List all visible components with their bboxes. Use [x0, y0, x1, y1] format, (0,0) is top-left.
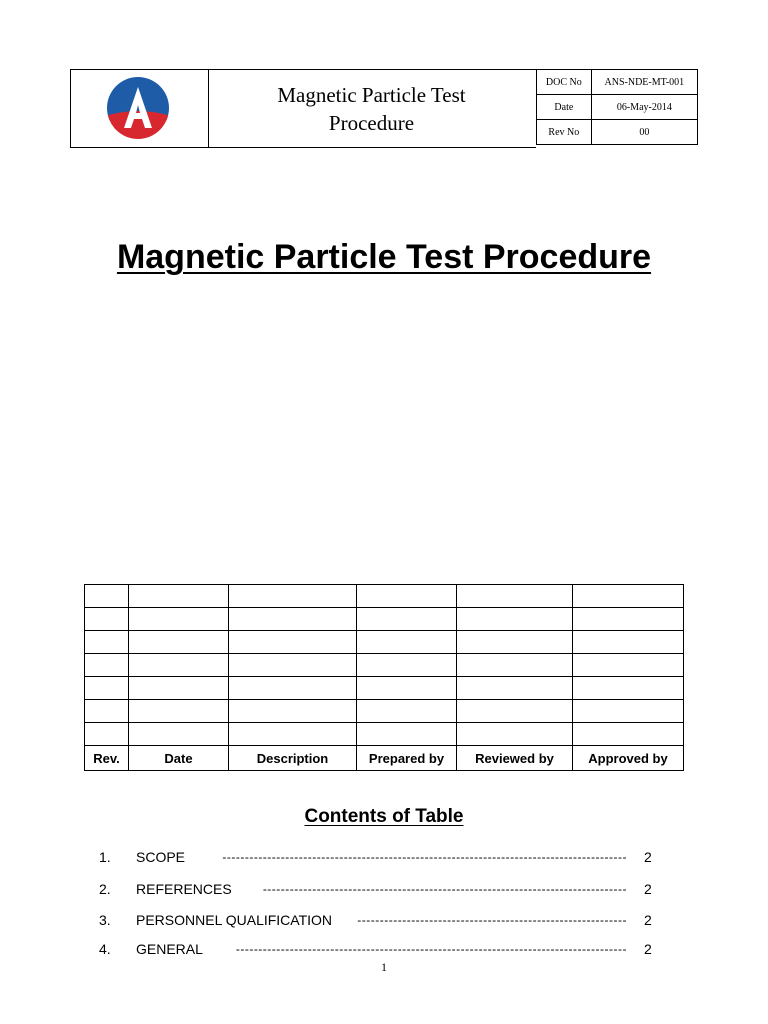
meta-key: Rev No: [537, 120, 592, 145]
toc-page: 2: [644, 849, 652, 865]
revision-header-row: [85, 746, 684, 771]
revision-cell: [129, 677, 229, 700]
meta-value: 00: [591, 120, 697, 145]
toc-leader: ------------------------------------------------------------: [357, 913, 627, 927]
revision-cell: [85, 700, 129, 723]
revision-cell: [229, 585, 357, 608]
header-title-cell: [207, 69, 536, 148]
document-meta-table: [536, 69, 698, 145]
revision-cell: [85, 723, 129, 746]
meta-key: DOC No: [537, 70, 592, 95]
toc-item-general[interactable]: [0, 941, 768, 961]
toc-page: 2: [644, 912, 652, 928]
toc-page: 2: [644, 941, 652, 957]
revision-cell: [357, 677, 457, 700]
revision-cell: [229, 608, 357, 631]
revision-cell: [357, 723, 457, 746]
revision-cell: [457, 585, 573, 608]
revision-row: [85, 700, 684, 723]
revision-cell: [85, 585, 129, 608]
revision-cell: [457, 608, 573, 631]
revision-row: [85, 654, 684, 677]
revision-cell: [85, 677, 129, 700]
revision-cell: [357, 585, 457, 608]
toc-item-personnel-qualification[interactable]: [0, 912, 768, 932]
toc-number: 3.: [99, 912, 111, 928]
revision-cell: [357, 608, 457, 631]
col-date: Date: [129, 746, 229, 771]
revision-cell: [129, 631, 229, 654]
revision-cell: [457, 677, 573, 700]
toc-page: 2: [644, 881, 652, 897]
toc-number: 1.: [99, 849, 111, 865]
contents-title: Contents of Table: [304, 806, 464, 827]
revision-cell: [85, 608, 129, 631]
revision-cell: [573, 723, 684, 746]
col-prepared-by: Prepared by: [357, 746, 457, 771]
revision-cell: [85, 631, 129, 654]
meta-row-rev-no: [537, 120, 698, 145]
revision-row: [85, 677, 684, 700]
toc-leader: ------------------------------------------------------------------------------------------: [222, 850, 627, 864]
revision-cell: [457, 631, 573, 654]
revision-cell: [129, 723, 229, 746]
revision-row: [85, 723, 684, 746]
col-reviewed-by: Reviewed by: [457, 746, 573, 771]
header-title: Magnetic Particle Test Procedure: [277, 82, 466, 135]
revision-cell: [457, 700, 573, 723]
revision-cell: [85, 654, 129, 677]
toc-label: REFERENCES: [136, 881, 232, 897]
document-title: Magnetic Particle Test Procedure: [116, 238, 652, 276]
revision-row: [85, 585, 684, 608]
meta-row-date: [537, 95, 698, 120]
revision-cell: [229, 654, 357, 677]
revision-cell: [457, 723, 573, 746]
company-logo-cell: [70, 69, 209, 148]
col-approved-by: Approved by: [573, 746, 684, 771]
revision-table: [84, 584, 684, 771]
col-description: Description: [229, 746, 357, 771]
toc-leader: ---------------------------------------------------------------------------------: [262, 882, 627, 896]
revision-cell: [457, 654, 573, 677]
company-logo: [105, 76, 171, 140]
revision-cell: [573, 631, 684, 654]
revision-cell: [229, 677, 357, 700]
toc-label: SCOPE: [136, 849, 186, 865]
revision-cell: [129, 608, 229, 631]
revision-cell: [573, 677, 684, 700]
toc-number: 2.: [99, 881, 111, 897]
col-rev: Rev.: [85, 746, 129, 771]
revision-cell: [229, 723, 357, 746]
page-number: 1: [381, 960, 387, 974]
toc-label: GENERAL: [136, 941, 203, 957]
revision-cell: [573, 654, 684, 677]
revision-cell: [357, 700, 457, 723]
toc-leader: ---------------------------------------------------------------------------------------: [235, 942, 627, 956]
revision-cell: [229, 631, 357, 654]
meta-row-doc-no: [537, 70, 698, 95]
toc-item-references[interactable]: [0, 881, 768, 901]
toc-label: PERSONNEL QUALIFICATION: [136, 912, 333, 928]
toc-item-scope[interactable]: [0, 849, 768, 869]
revision-cell: [357, 631, 457, 654]
revision-cell: [357, 654, 457, 677]
revision-cell: [129, 700, 229, 723]
revision-row: [85, 631, 684, 654]
revision-cell: [573, 700, 684, 723]
toc-number: 4.: [99, 941, 111, 957]
meta-key: Date: [537, 95, 592, 120]
revision-cell: [129, 585, 229, 608]
revision-cell: [573, 585, 684, 608]
document-header: [70, 69, 698, 147]
revision-row: [85, 608, 684, 631]
revision-cell: [573, 608, 684, 631]
meta-value: ANS-NDE-MT-001: [591, 70, 697, 95]
meta-value: 06-May-2014: [591, 95, 697, 120]
revision-cell: [229, 700, 357, 723]
revision-cell: [129, 654, 229, 677]
